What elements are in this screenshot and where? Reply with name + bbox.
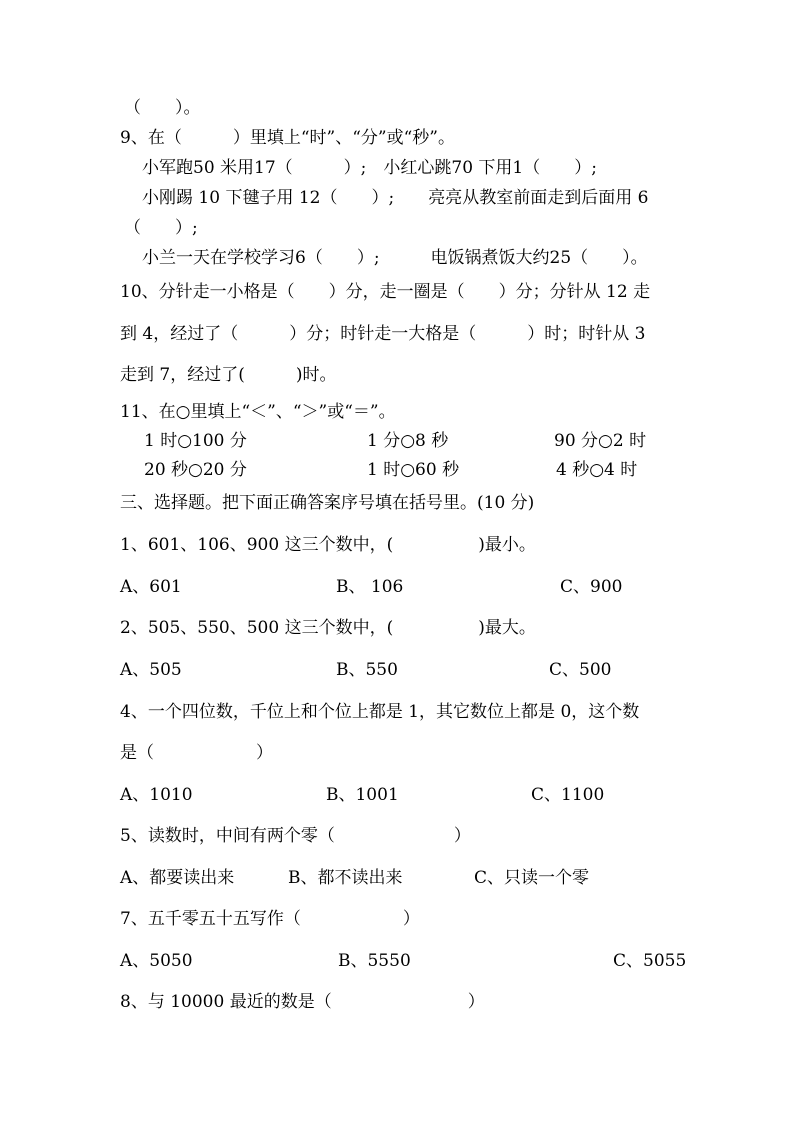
choice-question-4: 4、一个四位数，千位上和个位上都是 1，其它数位上都是 0，这个数 [120, 702, 640, 722]
question-10-line-1: 10、分针走一小格是（ ）分，走一圈是（ ）分；分针从 12 走 [120, 282, 651, 302]
question-9-line-4: 小兰一天在学校学习6（ ）; 电饭锅煮饭大约25（ ）。 [142, 248, 648, 268]
choice-question-1: 1、601、106、900 这三个数中，( )最小。 [120, 535, 536, 555]
choice-option-a: A、505 [120, 660, 182, 680]
section-3-title: 三、选择题。把下面正确答案序号填在括号里。(10 分) [120, 493, 535, 513]
choice-option-a: A、1010 [120, 785, 193, 805]
choice-option-c: C、只读一个零 [474, 868, 590, 888]
choice-question-7: 7、五千零五十五写作（ ） [120, 909, 420, 929]
choice-option-b: B、1001 [326, 785, 399, 805]
compare-item: 1 分○8 秒 [367, 431, 449, 451]
question-10-line-3: 走到 7，经过了( )时。 [120, 365, 337, 385]
choice-option-a: A、都要读出来 [120, 868, 235, 888]
choice-question-2: 2、505、550、500 这三个数中，( )最大。 [120, 618, 536, 638]
choice-option-c: C、5055 [613, 951, 687, 971]
choice-option-b: B、550 [336, 660, 398, 680]
question-9-line-2: 小刚踢 10 下毽子用 12（ ）; 亮亮从教室前面走到后面用 6 [142, 188, 649, 208]
compare-item: 20 秒○20 分 [144, 460, 247, 480]
answer-blank-line: （ ）。 [124, 98, 201, 118]
choice-question-4-cont: 是（ ） [120, 743, 273, 763]
question-11-title: 11、在○里填上“＜”、“＞”或“＝”。 [120, 402, 396, 422]
choice-option-a: A、5050 [120, 951, 193, 971]
choice-question-5: 5、读数时，中间有两个零（ ） [120, 826, 471, 846]
choice-option-a: A、601 [120, 577, 182, 597]
compare-item: 90 分○2 时 [554, 431, 647, 451]
choice-question-8: 8、与 10000 最近的数是（ ） [120, 992, 485, 1012]
choice-option-b: B、5550 [338, 951, 411, 971]
question-10-line-2: 到 4，经过了（ ）分；时针走一大格是（ ）时；时针从 3 [120, 324, 646, 344]
choice-option-b: B、 106 [336, 577, 404, 597]
choice-option-c: C、500 [549, 660, 612, 680]
compare-item: 1 时○60 秒 [367, 460, 460, 480]
choice-option-b: B、都不读出来 [288, 868, 403, 888]
compare-item: 4 秒○4 时 [556, 460, 638, 480]
compare-item: 1 时○100 分 [144, 431, 247, 451]
question-9-line-1: 小军跑50 米用17（ ）; 小红心跳70 下用1（ ）; [142, 158, 597, 178]
choice-option-c: C、900 [560, 577, 623, 597]
choice-option-c: C、1100 [531, 785, 605, 805]
question-9-title: 9、在（ ）里填上“时”、“分”或“秒”。 [120, 128, 455, 148]
question-9-line-3: （ ）; [124, 218, 198, 238]
